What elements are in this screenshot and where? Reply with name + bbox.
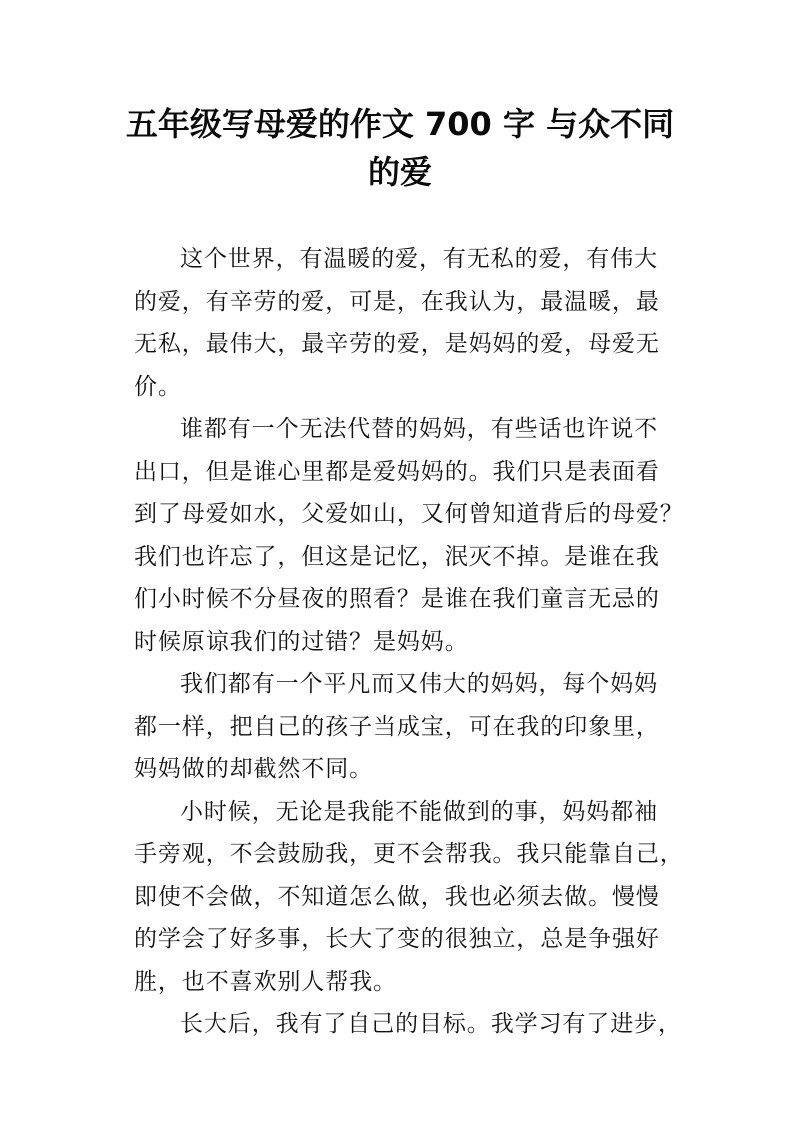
text-line: 都一样，把自己的孩子当成宝，可在我的印象里， [134, 713, 660, 740]
text-line: 妈妈做的却截然不同。 [134, 756, 373, 782]
text-line: 我们也许忘了，但这是记忆，泯灭不掉。是谁在我 [134, 543, 660, 570]
text-line: 小时候，无论是我能不能做到的事，妈妈都袖 [180, 798, 658, 825]
paragraph [134, 1003, 694, 1046]
paragraph [134, 663, 694, 791]
text-line: 胜，也不喜欢别人帮我。 [134, 968, 397, 995]
text-line: 们小时候不分昼夜的照看？是谁在我们童言无忌的 [134, 586, 660, 612]
document-title [0, 100, 800, 196]
paragraph [134, 791, 694, 1004]
title-line: 的爱 [367, 153, 432, 191]
text-line: 的爱，有辛劳的爱，可是，在我认为，最温暖，最 [134, 288, 660, 315]
text-line: 手旁观，不会鼓励我，更不会帮我。我只能靠自己， [134, 841, 684, 867]
paragraph [134, 238, 694, 408]
text-line: 无私，最伟大，最辛劳的爱，是妈妈的爱，母爱无 [134, 331, 660, 357]
text-line: 出口，但是谁心里都是爱妈妈的。我们只是表面看 [134, 458, 660, 485]
title-line: 五年级写母爱的作文 700 字 与众不同 [125, 105, 675, 143]
text-line: 即使不会做，不知道怎么做，我也必须去做。慢慢 [134, 883, 660, 910]
text-line: 这个世界，有温暖的爱，有无私的爱，有伟大 [180, 246, 658, 272]
text-line: 的学会了好多事，长大了变的很独立，总是争强好 [134, 926, 660, 952]
text-line: 我们都有一个平凡而又伟大的妈妈，每个妈妈 [180, 671, 658, 697]
text-line: 长大后，我有了自己的目标。我学习有了进步， [180, 1011, 682, 1037]
text-line: 谁都有一个无法代替的妈妈，有些话也许说不 [180, 416, 658, 442]
text-line: 价。 [134, 373, 182, 400]
paragraph [134, 408, 694, 663]
text-line: 时候原谅我们的过错？是妈妈。 [134, 628, 469, 655]
text-line: 到了母爱如水，父爱如山，又何曾知道背后的母爱？ [134, 501, 684, 527]
document-body [134, 238, 694, 1046]
